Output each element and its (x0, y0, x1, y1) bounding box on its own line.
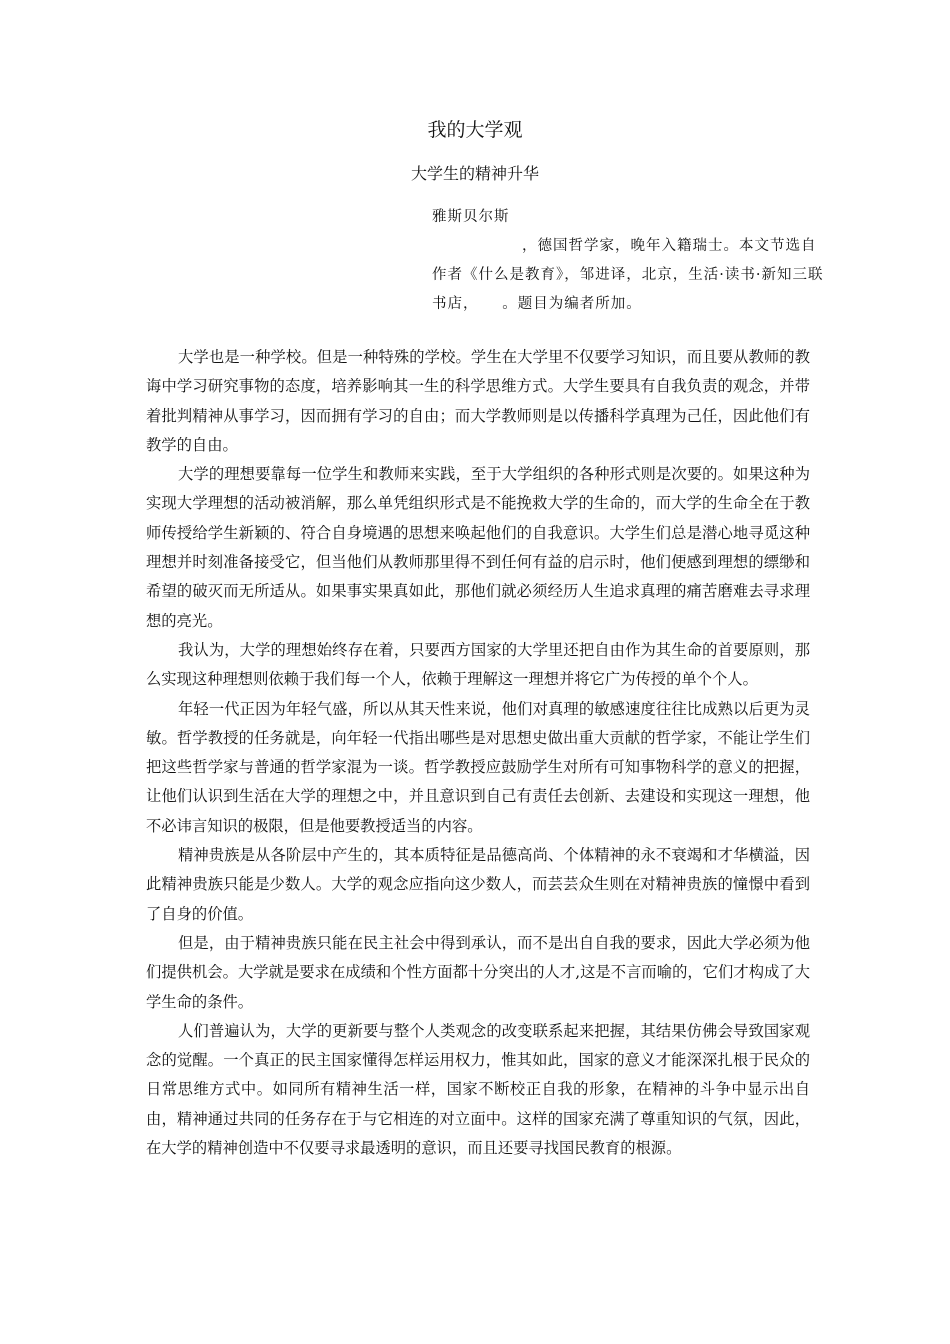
paragraph: 大学也是一种学校。但是一种特殊的学校。学生在大学里不仅要学习知识，而且要从教师的教诲中学习研究事物的态度，培养影响其一生的科学思维方式。大学生要具有自我负责的观念，并带着批判精神从事学习，因而拥有学习的自由；而大学教师则是以传播科学真理为己任，因此他们有教学的自由。 (146, 348, 810, 454)
page-title: 我的大学观 (427, 119, 523, 141)
paragraph: 但是，由于精神贵族只能在民主社会中得到承认，而不是出自自我的要求，因此大学必须为他们提供机会。大学就是要求在成绩和个性方面都十分突出的人才,这是不言而喻的，它们才构成了大学生命的条件。 (146, 933, 810, 1011)
author-name: 雅斯贝尔斯 (432, 209, 510, 225)
paragraph: 精神贵族是从各阶层中产生的，其本质特征是品德高尚、个体精神的永不衰竭和才华横溢，因此精神贵族只能是少数人。大学的观念应指向这少数人，而芸芸众生则在对精神贵族的憧憬中看到了自身的价值。 (146, 846, 810, 923)
author-note-block (432, 203, 827, 319)
paragraph: 我认为，大学的理想始终存在着，只要西方国家的大学里还把自由作为其生命的首要原则，那么实现这种理想则依赖于我们每一个人，依赖于理解这一理想并将它广为传授的单个个人。 (146, 640, 810, 689)
author-bio: ，德国哲学家，晚年入籍瑞士。本文节选自作者《什么是教育》，邹进译，北京，生活·读书·新知三联书店， 。题目为编者所加。 (432, 238, 824, 312)
page-subtitle: 大学生的精神升华 (410, 164, 539, 183)
paragraph: 年轻一代正因为年轻气盛，所以从其天性来说，他们对真理的敏感速度往往比成熟以后更为灵敏。哲学教授的任务就是，向年轻一代指出哪些是对思想史做出重大贡献的哲学家，不能让学生们把这些哲学家与普通的哲学家混为一谈。哲学教授应鼓励学生对所有可知事物科学的意义的把握，让他们认识到生活在大学的理想之中，并且意识到自己有责任去创新、去建设和实现这一理想，他不必讳言知识的极限，但是他要教授适当的内容。 (146, 699, 810, 835)
article-body (146, 343, 810, 1163)
paragraph: 大学的理想要靠每一位学生和教师来实践，至于大学组织的各种形式则是次要的。如果这种为实现大学理想的活动被消解，那么单凭组织形式是不能挽救大学的生命的，而大学的生命全在于教师传授给学生新颖的、符合自身境遇的思想来唤起他们的自我意识。大学生们总是潜心地寻觅这种理想并时刻准备接受它，但当他们从教师那里得不到任何有益的启示时，他们便感到理想的缥缈和希望的破灭而无所适从。如果事实果真如此，那他们就必须经历人生追求真理的痛苦磨难去寻求理想的亮光。 (146, 465, 810, 630)
paragraph: 人们普遍认为，大学的更新要与整个人类观念的改变联系起来把握，其结果仿佛会导致国家观念的觉醒。一个真正的民主国家懂得怎样运用权力，惟其如此，国家的意义才能深深扎根于民众的日常思维方式中。如同所有精神生活一样，国家不断校正自我的形象，在精神的斗争中显示出自由，精神通过共同的任务存在于与它相连的对立面中。这样的国家充满了尊重知识的气氛，因此，在大学的精神创造中不仅要寻求最透明的意识，而且还要寻找国民教育的根源。 (146, 1021, 810, 1158)
